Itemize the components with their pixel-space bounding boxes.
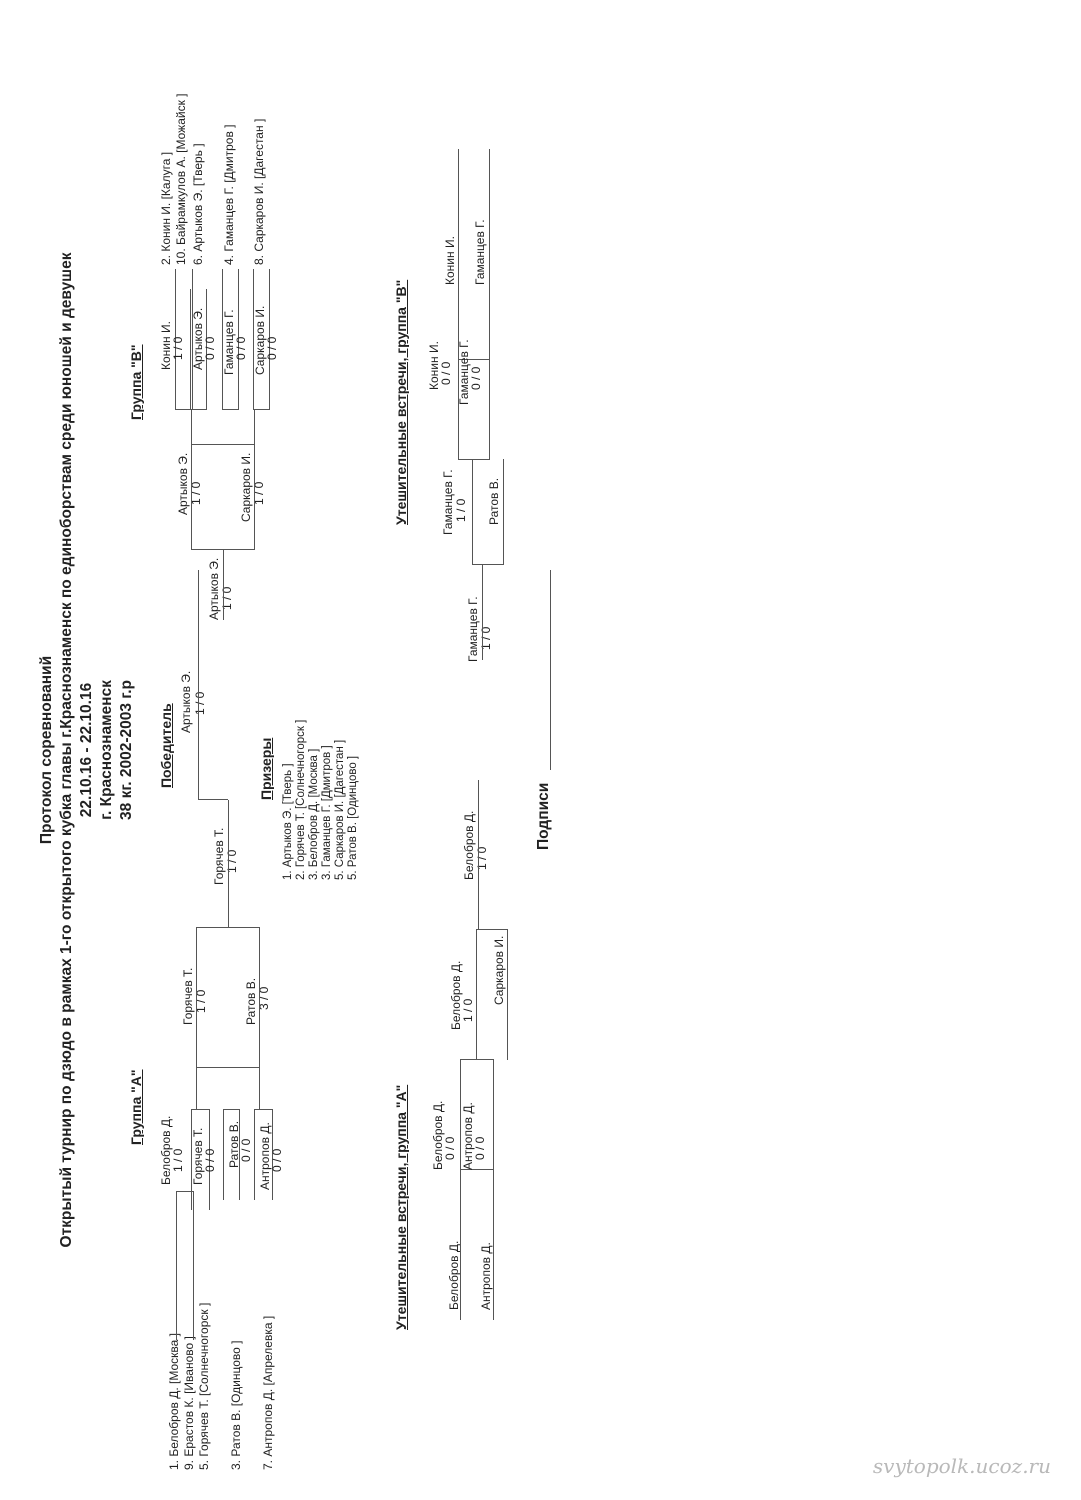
participant-b-1: 2. Конин И. [Калуга ]	[159, 151, 173, 265]
cons-b-r2-name: Гаманцев Г.	[441, 469, 455, 535]
cons-a-title: Утешительные встречи, группа "А"	[393, 1084, 409, 1330]
cons-b-semi	[458, 359, 490, 460]
b-r2-2-score: 1 / 0	[252, 481, 266, 505]
b-final-name: Артыков Э.	[207, 557, 221, 620]
header-category: 38 кг. 2002-2003 г.р	[118, 680, 135, 820]
a-r1-4-name: Антропов Д.	[258, 1122, 272, 1190]
a-semi-1	[196, 1067, 260, 1110]
cons-b-r1-2-score: 0 / 0	[469, 366, 483, 390]
prize-6: 5. Ратов В. [Одинцово ]	[347, 755, 359, 880]
a-final-name: Горячев Т.	[212, 827, 226, 885]
cons-a-final-bracket	[476, 929, 508, 1060]
cons-a-r1-2-score: 0 / 0	[473, 1136, 487, 1160]
a-r1-3-score: 0 / 0	[239, 1138, 253, 1162]
cons-a-final-name: Белобров Д.	[462, 810, 476, 880]
a-r2-2-name: Ратов В.	[244, 977, 258, 1025]
group-a-title: Группа "А"	[128, 1069, 144, 1145]
a-r2-2-score: 3 / 0	[257, 986, 271, 1010]
participant-b-5: 8. Саркаров И. [Дагестан ]	[252, 118, 266, 265]
a-match-1	[176, 1191, 194, 1340]
b-r1-1-score: 1 / 0	[171, 336, 185, 360]
cons-a-entrant-1: Белобров Д.	[447, 1240, 461, 1310]
a-r1-2-name: Горячев Т.	[191, 1127, 205, 1185]
cons-a-final-score: 1 / 0	[475, 846, 489, 870]
participant-a-1: 1. Белобров Д. [Москва ]	[167, 1333, 181, 1470]
cons-b-title: Утешительные встречи, группа "В"	[393, 279, 409, 525]
prize-3: 3. Белобров Д. [Москва ]	[308, 748, 320, 880]
cons-b-r2-score: 1 / 0	[454, 498, 468, 522]
group-b-title: Группа "В"	[128, 344, 144, 420]
a-r1-1-score: 1 / 0	[171, 1148, 185, 1172]
cons-b-r1-1-score: 0 / 0	[439, 361, 453, 385]
prize-4: 3. Гаманцев Г. [Дмитров ]	[321, 745, 333, 880]
cons-a-r2-name: Белобров Д.	[449, 960, 463, 1030]
winner-line	[198, 570, 199, 750]
signature-line	[550, 570, 551, 770]
b-final-bracket	[191, 444, 255, 550]
participant-b-3: 6. Артыков Э. [Тверь ]	[191, 143, 205, 265]
prize-1: 1. Артыков Э. [Тверь ]	[282, 763, 294, 880]
b-semi-1	[191, 409, 255, 445]
a-r1-3-name: Ратов В.	[227, 1120, 241, 1168]
b-r2-2-name: Саркаров И.	[239, 452, 253, 522]
header-dates: 22.10.16 - 22.10.16	[78, 682, 95, 818]
a-r2-1-name: Горячев Т.	[181, 967, 195, 1025]
cons-b-final-score: 1 / 0	[479, 626, 493, 650]
a-r1-2-score: 0 / 0	[203, 1148, 217, 1172]
participant-a-4: 3. Ратов В. [Одинцово ]	[229, 1340, 243, 1470]
a-final-connector	[198, 799, 228, 800]
b-r1-2-name: Артыков Э.	[191, 307, 205, 370]
cons-b-opponent: Ратов В.	[487, 477, 501, 525]
b-r1-1-name: Конин И.	[159, 321, 173, 370]
cons-a-opponent: Саркаров И.	[492, 935, 506, 1005]
a-final-score: 1 / 0	[225, 849, 239, 873]
participant-a-5: 7. Антропов Д. [Апрелевка ]	[261, 1315, 275, 1470]
participant-b-4: 4. Гаманцев Г. [Дмитров ]	[222, 124, 236, 265]
participant-b-2: 10. Байрамкулов А. [Можайск ]	[174, 93, 188, 265]
cons-b-r1-1-name: Конин И.	[427, 341, 441, 390]
b-final-line	[223, 550, 224, 620]
prize-2: 2. Горячев Т. [Солнечногорск ]	[295, 719, 307, 880]
signatures-label: Подписи	[535, 782, 552, 850]
header-title: Протокол соревнований	[38, 655, 55, 845]
b-r2-1-name: Артыков Э.	[176, 452, 190, 515]
cons-a-r2-score: 1 / 0	[461, 998, 475, 1022]
cons-a-semi	[460, 1059, 494, 1170]
a-final-line	[228, 800, 229, 928]
cons-b-entrant-1: Конин И.	[443, 236, 457, 285]
watermark: svytopolk.ucoz.ru	[872, 1454, 1051, 1478]
a-r1-1-name: Белобров Д.	[159, 1115, 173, 1185]
a-r2-1-score: 1 / 0	[194, 989, 208, 1013]
participant-a-2: 9. Ерастов К. [Иваново ]	[182, 1336, 196, 1470]
b-r1-3-name: Гаманцев Г.	[222, 309, 236, 375]
cons-a-match-1	[460, 1169, 494, 1320]
cons-a-r1-2-name: Антропов Д.	[461, 1102, 475, 1170]
cons-b-match-1	[458, 149, 490, 360]
prizes-title: Призеры	[258, 737, 274, 800]
winner-title: Победитель	[158, 703, 174, 788]
a-r1-4-score: 0 / 0	[270, 1148, 284, 1172]
prize-5: 5. Саркаров И. [Дагестан ]	[334, 739, 346, 880]
participant-a-3: 5. Горячев Т. [Солнечногорск ]	[197, 1302, 211, 1470]
cons-a-r1-1-name: Белобров Д.	[431, 1100, 445, 1170]
cons-a-r1-1-score: 0 / 0	[443, 1136, 457, 1160]
cons-a-entrant-2: Антропов Д.	[479, 1242, 493, 1310]
cons-a-final-line	[478, 780, 479, 930]
winner-score: 1 / 0	[193, 691, 207, 715]
b-r1-2-score: 0 / 0	[203, 336, 217, 360]
b-final-score: 1 / 0	[220, 586, 234, 610]
cons-b-final-name: Гаманцев Г.	[466, 596, 480, 662]
b-r1-3-score: 0 / 0	[234, 336, 248, 360]
a-winner-line	[198, 750, 199, 800]
header-city: г. Краснознаменск	[98, 680, 115, 820]
cons-b-final-line	[482, 565, 483, 660]
a-final-bracket	[196, 927, 260, 1068]
header-tournament: Открытый турнир по дзюдо в рамках 1-го открытого кубка главы г.Краснознаменск по единоборствам среди юношей и девушек	[58, 252, 75, 1248]
cons-b-entrant-2: Гаманцев Г.	[473, 219, 487, 285]
b-r1-4-name: Саркаров И.	[253, 305, 267, 375]
winner-name: Артыков Э.	[179, 670, 193, 733]
b-r2-1-score: 1 / 0	[189, 481, 203, 505]
cons-b-final-bracket	[472, 459, 504, 565]
b-r1-4-score: 0 / 0	[265, 336, 279, 360]
cons-b-r1-2-name: Гаманцев Г.	[457, 339, 471, 405]
